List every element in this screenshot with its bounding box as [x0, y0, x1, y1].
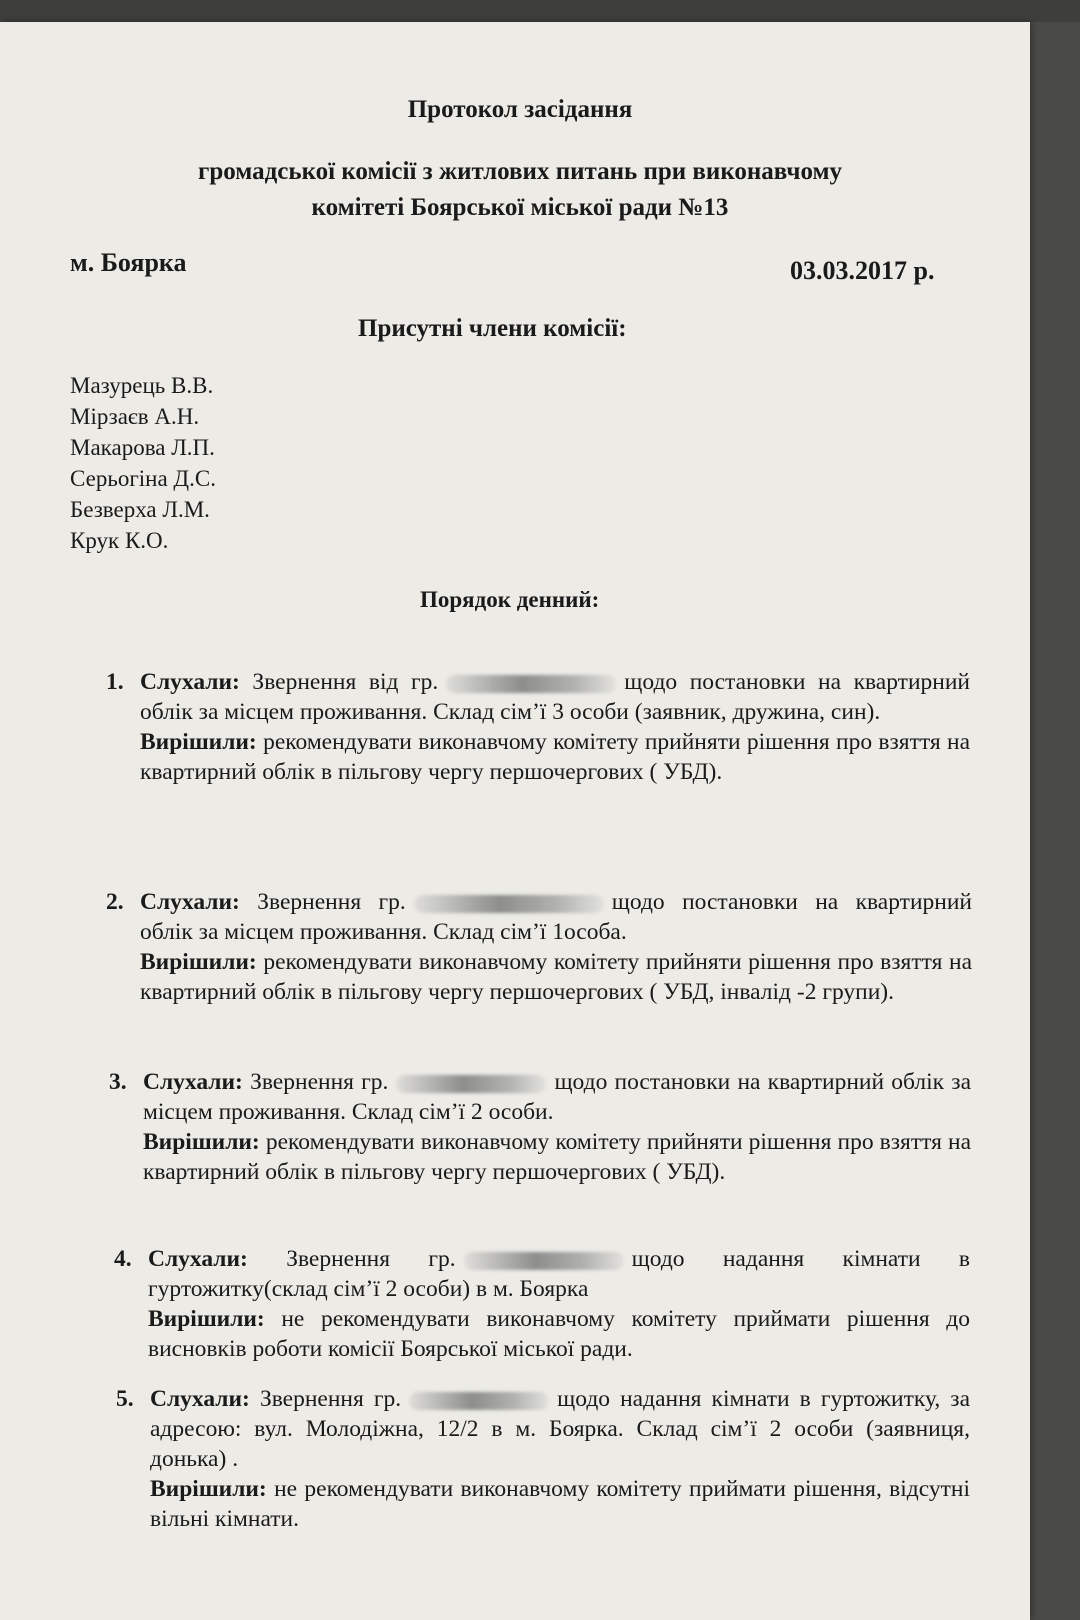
heard-text-after: щодо надання кімнати в гуртожитку(склад сім’ї 2 особи) в м. Боярка: [148, 1246, 971, 1302]
heard-text-before: Звернення гр.: [250, 1069, 389, 1095]
agenda-item: [106, 887, 973, 1007]
item-decided: [148, 1304, 970, 1364]
item-heard: [150, 1384, 970, 1474]
decided-text: не рекомендувати виконавчому комітету приймати рішення, відсутні вільні кімнати.: [150, 1476, 971, 1532]
background-strip: [0, 0, 1080, 22]
members-list: [70, 370, 216, 556]
member-name: Мірзаєв А.Н.: [70, 404, 200, 429]
heard-text-after: щодо постановки на квартирний облік за місцем проживання. Склад сім’ї 2 особи.: [143, 1069, 971, 1125]
agenda-item: [106, 667, 971, 787]
document-content: [0, 22, 1030, 1620]
item-number: 5.: [116, 1386, 134, 1412]
item-number: 1.: [106, 669, 124, 695]
item-number: 2.: [106, 889, 124, 915]
item-decided: [140, 727, 970, 787]
agenda-heading: Порядок денний:: [420, 587, 600, 612]
redacted-name: [414, 895, 604, 913]
agenda-item: [109, 1067, 972, 1187]
decided-text: рекомендувати виконавчому комітету прийняти рішення про взяття на квартирний облік в пільгову чергу першочергових ( УБД).: [140, 729, 971, 785]
agenda-item: [114, 1244, 971, 1364]
heard-text-before: Звернення гр.: [257, 889, 406, 915]
heard-label: Слухали:: [150, 1386, 250, 1412]
member-name: Макарова Л.П.: [70, 435, 215, 460]
document-title-line2: громадської комісії з житлових питань при виконавчому: [197, 158, 843, 185]
redacted-name: [446, 675, 616, 693]
decided-label: Вирішили:: [150, 1476, 267, 1502]
heard-text-before: Звернення від гр.: [252, 669, 439, 695]
decided-label: Вирішили:: [148, 1306, 265, 1332]
decided-label: Вирішили:: [140, 729, 257, 755]
heard-label: Слухали:: [140, 669, 240, 695]
document-page: [0, 22, 1030, 1620]
item-heard: [140, 667, 970, 727]
member-name: Крук К.О.: [70, 528, 169, 553]
decided-text: рекомендувати виконавчому комітету прийняти рішення про взяття на квартирний облік в пільгову чергу першочергових ( УБД).: [143, 1129, 972, 1185]
heard-label: Слухали:: [148, 1246, 248, 1272]
item-heard: [140, 887, 972, 947]
item-decided: [143, 1127, 971, 1187]
member-name: Мазурець В.В.: [70, 373, 214, 398]
redacted-name: [409, 1392, 549, 1410]
item-heard: [148, 1244, 970, 1304]
decided-text: не рекомендувати виконавчому комітету приймати рішення до висновків роботи комісії Боярської міської ради.: [148, 1306, 971, 1362]
heard-text-before: Звернення гр.: [259, 1386, 402, 1412]
redacted-name: [396, 1075, 546, 1093]
document-title-line3: комітеті Боярської міської ради №13: [311, 194, 729, 221]
heard-text-after: щодо постановки на квартирний облік за місцем проживання. Склад сім’ї 3 особи (заявник, дружина, син).: [140, 669, 970, 725]
decided-label: Вирішили:: [140, 949, 257, 975]
item-number: 3.: [109, 1069, 127, 1095]
document-title-line1: Протокол засідання: [407, 96, 633, 123]
redacted-name: [464, 1252, 624, 1270]
heard-label: Слухали:: [140, 889, 240, 915]
heard-label: Слухали:: [143, 1069, 243, 1095]
members-heading: Присутні члени комісії:: [358, 315, 627, 342]
item-heard: [143, 1067, 971, 1127]
document-place: м. Боярка: [70, 248, 187, 277]
heard-text-after: щодо надання кімнати в гуртожитку, за адресою: вул. Молодіжна, 12/2 в м. Боярка. Склад сім’ї 2 особи (заявниця, донька) .: [150, 1386, 970, 1472]
member-name: Серьогіна Д.С.: [70, 466, 216, 491]
item-decided: [140, 947, 972, 1007]
agenda-item: [116, 1384, 971, 1534]
heard-text-after: щодо постановки на квартирний облік за місцем проживання. Склад сім’ї 1особа.: [140, 889, 972, 945]
document-date: 03.03.2017 р.: [790, 256, 935, 285]
member-name: Безверха Л.М.: [70, 497, 210, 522]
heard-text-before: Звернення гр.: [286, 1246, 456, 1272]
item-number: 4.: [114, 1246, 132, 1272]
decided-label: Вирішили:: [143, 1129, 260, 1155]
decided-text: рекомендувати виконавчому комітету прийняти рішення про взяття на квартирний облік в пільгову чергу першочергових ( УБД, інвалід -2 групи).: [140, 949, 973, 1005]
item-decided: [150, 1474, 970, 1534]
